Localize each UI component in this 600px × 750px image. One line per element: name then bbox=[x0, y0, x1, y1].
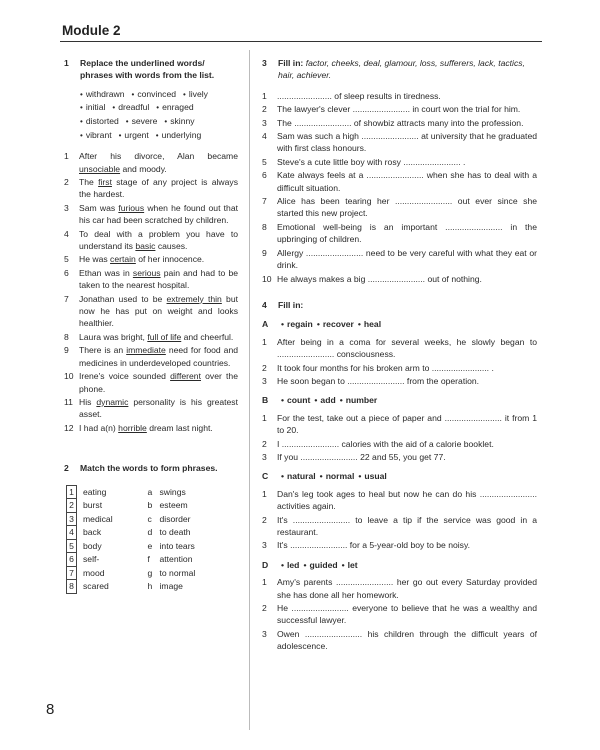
second-word: swings bbox=[159, 486, 186, 497]
underlined-phrase: unsociable bbox=[79, 163, 121, 174]
item-number: 3 bbox=[262, 451, 267, 462]
matching-row bbox=[67, 553, 196, 567]
item-number: 3 bbox=[262, 628, 267, 639]
item-number: 10 bbox=[262, 273, 272, 284]
exercise-1-heading bbox=[64, 57, 238, 82]
item-text-after: causes. bbox=[155, 241, 188, 252]
exercise-item bbox=[262, 451, 537, 463]
exercise-item bbox=[64, 150, 238, 175]
exercise-item bbox=[64, 202, 238, 227]
item-text-before: After his divorce, Alan became bbox=[79, 151, 238, 162]
section-letter: B bbox=[262, 395, 269, 406]
item-number: 1 bbox=[64, 151, 69, 162]
section-word: • normal bbox=[316, 471, 355, 481]
matching-row bbox=[67, 566, 196, 580]
section-words bbox=[277, 470, 387, 482]
exercise-item bbox=[64, 293, 238, 330]
item-number: 1 bbox=[262, 488, 267, 499]
section-word: • add bbox=[310, 395, 335, 405]
matching-row bbox=[67, 499, 196, 513]
option-letter: h bbox=[147, 581, 153, 592]
item-number: 7 bbox=[64, 293, 69, 304]
section-word: • number bbox=[336, 395, 378, 405]
first-word: burst bbox=[83, 500, 103, 511]
exercise-item bbox=[262, 412, 537, 437]
first-word: mood bbox=[83, 567, 105, 578]
fill-in-section bbox=[262, 559, 537, 653]
item-text-before: Irene's voice sounded bbox=[79, 371, 171, 382]
section-heading bbox=[262, 559, 537, 571]
exercise-item bbox=[262, 514, 537, 539]
item-text bbox=[79, 331, 238, 343]
item-number: 3 bbox=[262, 375, 267, 386]
second-word: esteem bbox=[159, 500, 188, 511]
first-word: eating bbox=[83, 486, 107, 497]
exercise-item bbox=[262, 488, 537, 513]
row-number-box: 1 bbox=[67, 485, 77, 499]
section-word: • regain bbox=[277, 319, 313, 329]
fill-in-label: Fill in: bbox=[278, 299, 304, 310]
exercise-item bbox=[262, 375, 537, 387]
item-number: 11 bbox=[64, 396, 73, 407]
word-list-item: • lively bbox=[183, 88, 208, 102]
exercise-instruction: Match the words to form phrases. bbox=[80, 463, 218, 474]
exercise-item bbox=[262, 130, 537, 155]
section-word: • led bbox=[277, 560, 299, 570]
item-number: 8 bbox=[64, 331, 69, 342]
word-list-item: • distorted bbox=[80, 115, 119, 129]
option-letter: e bbox=[147, 540, 153, 551]
fill-in-label: Fill in: bbox=[278, 58, 304, 68]
exercise-item bbox=[64, 267, 238, 292]
item-number: 3 bbox=[64, 202, 69, 213]
section-word: • count bbox=[277, 395, 310, 405]
first-word: medical bbox=[83, 513, 113, 524]
exercise-2-heading bbox=[64, 462, 238, 474]
item-text bbox=[79, 253, 238, 265]
exercise-item bbox=[262, 117, 537, 129]
item-number: 2 bbox=[262, 438, 267, 449]
word-list-item: • severe bbox=[126, 115, 158, 129]
item-text: Alice has been tearing her ........................ out ever since she started this new project. bbox=[277, 196, 537, 219]
word-list-item: • enraged bbox=[156, 101, 193, 115]
exercise-item bbox=[262, 602, 537, 627]
item-text: Owen ........................ his children through the difficult years of adolescence. bbox=[277, 628, 537, 652]
option-letter: c bbox=[147, 513, 152, 524]
underlined-phrase: extremely thin bbox=[166, 293, 222, 304]
word-list-item: • withdrawn bbox=[80, 88, 125, 102]
exercise-item bbox=[262, 628, 537, 653]
item-number: 2 bbox=[262, 104, 267, 115]
matching-row bbox=[67, 526, 196, 540]
item-text bbox=[79, 176, 238, 201]
exercise-number: 2 bbox=[64, 463, 69, 474]
exercise-item bbox=[64, 253, 238, 265]
item-number: 1 bbox=[262, 412, 267, 423]
underlined-phrase: dynamic bbox=[96, 396, 129, 407]
item-text bbox=[79, 344, 238, 369]
row-number-box: 2 bbox=[67, 499, 77, 513]
exercise-3-items bbox=[262, 90, 537, 285]
underlined-phrase: first bbox=[98, 177, 112, 187]
word-list-item: • urgent bbox=[119, 129, 149, 143]
item-text-after: over the phone. bbox=[79, 371, 238, 394]
option-letter: g bbox=[147, 567, 153, 578]
matching-row bbox=[67, 512, 196, 526]
exercise-item bbox=[262, 247, 537, 272]
item-text: Amy's parents ........................ her go out every Saturday provided she has done all her homework. bbox=[277, 577, 537, 600]
section-words bbox=[277, 394, 377, 406]
exercise-item bbox=[64, 422, 238, 434]
fill-in-section bbox=[262, 318, 537, 387]
item-number: 3 bbox=[262, 540, 267, 551]
item-number: 8 bbox=[262, 221, 267, 232]
item-text-before: There is an bbox=[79, 345, 127, 356]
item-number: 2 bbox=[262, 514, 267, 525]
item-text-after: personality is his greatest asset. bbox=[79, 396, 238, 420]
item-text bbox=[79, 202, 238, 227]
exercise-3-heading bbox=[262, 57, 537, 82]
second-word: to death bbox=[159, 527, 191, 538]
underlined-phrase: certain bbox=[110, 254, 136, 265]
exercise-item bbox=[262, 576, 537, 601]
item-number: 2 bbox=[262, 603, 267, 614]
item-text-after: need for food and medicines in underdeveloped countries. bbox=[79, 345, 238, 368]
item-text: ....................... of sleep results in tiredness. bbox=[277, 90, 441, 101]
item-number: 4 bbox=[64, 228, 69, 239]
item-text-after: but now he has put on weight and looks healthier. bbox=[79, 293, 238, 329]
item-text: Steve's a cute little boy with rosy ........................ . bbox=[277, 156, 466, 167]
second-word: to normal bbox=[159, 567, 196, 578]
item-number: 5 bbox=[262, 156, 267, 167]
page-number: 8 bbox=[46, 701, 55, 718]
exercise-1-items bbox=[64, 150, 238, 434]
exercise-item bbox=[64, 344, 238, 369]
section-heading bbox=[262, 470, 537, 482]
row-number-box: 5 bbox=[67, 539, 77, 553]
underlined-phrase: full of life bbox=[147, 331, 182, 342]
exercise-number: 4 bbox=[262, 299, 267, 310]
exercise-number: 3 bbox=[262, 58, 267, 68]
exercise-item bbox=[64, 228, 238, 253]
item-text: The ........................ of showbiz attracts many into the profession. bbox=[277, 117, 524, 128]
item-number: 1 bbox=[262, 577, 267, 588]
item-text-after: dream last night. bbox=[146, 422, 213, 433]
item-text: Dan's leg took ages to heal but now he can do his ........................ activities again. bbox=[277, 488, 537, 512]
item-number: 2 bbox=[64, 177, 69, 187]
item-text-before: Jonathan used to be bbox=[79, 293, 167, 304]
item-text-before: Sam was bbox=[79, 202, 119, 213]
section-word: • usual bbox=[354, 471, 386, 481]
item-text bbox=[79, 293, 238, 330]
exercise-item bbox=[262, 90, 537, 102]
item-text: If you ........................ 22 and 55, you get 77. bbox=[277, 451, 446, 462]
module-title: Module 2 bbox=[62, 23, 121, 38]
item-number: 2 bbox=[262, 362, 267, 373]
exercise-item bbox=[262, 362, 537, 374]
row-number-box: 7 bbox=[67, 566, 77, 580]
exercise-item bbox=[262, 221, 537, 246]
exercise-instruction: Replace the underlined words/ phrases with words from the list. bbox=[80, 58, 215, 81]
section-letter: D bbox=[262, 559, 269, 570]
item-number: 3 bbox=[262, 117, 267, 128]
item-text bbox=[79, 150, 238, 175]
exercise-4-sections bbox=[262, 318, 537, 652]
item-text bbox=[79, 267, 238, 292]
section-word: • natural bbox=[277, 471, 316, 481]
second-word: attention bbox=[159, 554, 193, 565]
item-text-before: I had a(n) bbox=[79, 422, 119, 433]
word-list-item: • initial bbox=[80, 101, 105, 115]
item-text: It's ........................ to leave a tip if the service was good in a restaurant. bbox=[277, 514, 537, 537]
item-text bbox=[79, 228, 238, 253]
exercise-item bbox=[262, 539, 537, 551]
exercise-item bbox=[262, 273, 537, 285]
item-text-after: when he found out that his car had been scratched by children. bbox=[79, 202, 238, 226]
matching-row bbox=[67, 485, 196, 499]
row-number-box: 3 bbox=[67, 512, 77, 526]
matching-table bbox=[66, 485, 196, 594]
fill-in-words: factor, cheeks, deal, glamour, loss, sufferers, lack, tactics, hair, achiever. bbox=[278, 58, 525, 81]
exercise-item bbox=[262, 103, 537, 115]
matching-row bbox=[67, 539, 196, 553]
section-word: • let bbox=[338, 560, 358, 570]
item-text-before: Ethan was in bbox=[79, 267, 133, 278]
fill-in-section bbox=[262, 470, 537, 551]
word-list bbox=[80, 88, 238, 142]
item-number: 4 bbox=[262, 131, 267, 142]
option-letter: b bbox=[147, 500, 153, 511]
section-word: • heal bbox=[354, 319, 381, 329]
underlined-phrase: immediate bbox=[126, 345, 166, 356]
second-word: disorder bbox=[159, 513, 191, 524]
header-rule bbox=[60, 41, 542, 42]
section-words bbox=[277, 318, 381, 330]
item-number: 9 bbox=[64, 345, 69, 356]
first-word: scared bbox=[83, 581, 109, 592]
item-text-after: and cheerful. bbox=[181, 331, 234, 342]
exercise-item bbox=[262, 169, 537, 194]
section-letter: A bbox=[262, 319, 269, 330]
exercise-4-heading bbox=[262, 299, 537, 311]
word-list-item: • underlying bbox=[156, 129, 201, 143]
item-number: 6 bbox=[262, 170, 267, 181]
item-text bbox=[79, 396, 238, 421]
first-word: body bbox=[83, 540, 102, 551]
item-text-after: of her innocence. bbox=[135, 254, 205, 265]
item-text bbox=[79, 422, 238, 434]
item-number: 1 bbox=[262, 336, 267, 347]
item-number: 5 bbox=[64, 254, 69, 265]
word-list-item: • vibrant bbox=[80, 129, 112, 143]
column-divider bbox=[249, 50, 250, 730]
exercise-item bbox=[262, 336, 537, 361]
item-text: The lawyer's clever ........................ in court won the trial for him. bbox=[277, 104, 521, 115]
underlined-phrase: serious bbox=[132, 267, 161, 278]
row-number-box: 4 bbox=[67, 526, 77, 540]
fill-in-section bbox=[262, 394, 537, 463]
item-text-before: Laura was bright, bbox=[79, 331, 148, 342]
exercise-number: 1 bbox=[64, 58, 69, 68]
item-number: 7 bbox=[262, 196, 267, 207]
option-letter: f bbox=[147, 554, 150, 565]
option-letter: d bbox=[147, 527, 153, 538]
item-text-before: He was bbox=[79, 254, 111, 265]
left-column bbox=[64, 57, 238, 594]
section-letter: C bbox=[262, 471, 269, 482]
first-word: back bbox=[83, 527, 102, 538]
item-text: For the test, take out a piece of paper and ........................ it from 1 to 20. bbox=[277, 412, 537, 436]
item-text: Kate always feels at a ........................ when she has to deal with a difficult situation. bbox=[277, 170, 537, 193]
word-list-item: • convinced bbox=[132, 88, 177, 102]
first-word: self- bbox=[83, 554, 100, 565]
exercise-item bbox=[64, 176, 238, 201]
underlined-phrase: different bbox=[170, 371, 201, 382]
option-letter: a bbox=[147, 486, 153, 497]
section-heading bbox=[262, 394, 537, 406]
item-text: Sam was such a high ........................ at university that he graduated with first class honours. bbox=[277, 131, 537, 154]
item-text-before: His bbox=[79, 396, 97, 407]
row-number-box: 8 bbox=[67, 580, 77, 594]
right-column bbox=[262, 57, 537, 654]
section-heading bbox=[262, 318, 537, 330]
section-word: • recover bbox=[313, 319, 354, 329]
exercise-item bbox=[64, 396, 238, 421]
item-text: After being in a coma for several weeks, he slowly began to ........................ consciousness. bbox=[277, 336, 537, 360]
exercise-item bbox=[262, 195, 537, 220]
underlined-phrase: horrible bbox=[118, 422, 147, 433]
word-list-item: • dreadful bbox=[112, 101, 149, 115]
item-text-after: and moody. bbox=[120, 163, 167, 174]
item-text: He soon began to ........................ from the operation. bbox=[277, 375, 480, 386]
exercise-item bbox=[64, 331, 238, 343]
exercise-item bbox=[262, 438, 537, 450]
item-text-after: pain and had to be taken to the nearest hospital. bbox=[79, 267, 239, 291]
item-text: Emotional well-being is an important ........................ in the upbringing of children. bbox=[277, 221, 537, 245]
item-text bbox=[79, 370, 238, 395]
item-number: 9 bbox=[262, 247, 267, 258]
item-text-before: To deal with a problem you have to understand its bbox=[79, 228, 238, 252]
item-number: 6 bbox=[64, 267, 69, 278]
item-text: He always makes a big ........................ out of nothing. bbox=[277, 273, 482, 284]
second-word: into tears bbox=[159, 540, 195, 551]
exercise-item bbox=[262, 156, 537, 168]
section-word: • guided bbox=[299, 560, 337, 570]
second-word: image bbox=[159, 581, 183, 592]
item-text-before: The bbox=[79, 177, 99, 187]
exercise-item bbox=[64, 370, 238, 395]
word-list-item: • skinny bbox=[164, 115, 194, 129]
item-text-after: stage of any project is always the hardest. bbox=[79, 177, 239, 200]
row-number-box: 6 bbox=[67, 553, 77, 567]
item-text: Allergy ........................ need to be very careful with what they eat or drink. bbox=[277, 247, 537, 271]
item-text: He ........................ everyone to believe that he was a wealthy and successful lawyer. bbox=[277, 603, 537, 626]
item-number: 10 bbox=[64, 371, 74, 382]
item-text: It took four months for his broken arm to ........................ . bbox=[277, 362, 494, 373]
item-text: I ........................ calories with the aid of a calorie booklet. bbox=[277, 438, 494, 449]
section-words bbox=[277, 559, 358, 571]
item-text: It's ........................ for a 5-year-old boy to be noisy. bbox=[277, 540, 471, 551]
underlined-phrase: basic bbox=[135, 241, 156, 252]
matching-row bbox=[67, 580, 196, 594]
underlined-phrase: furious bbox=[118, 202, 145, 213]
item-number: 12 bbox=[64, 422, 74, 433]
item-number: 1 bbox=[262, 90, 267, 101]
